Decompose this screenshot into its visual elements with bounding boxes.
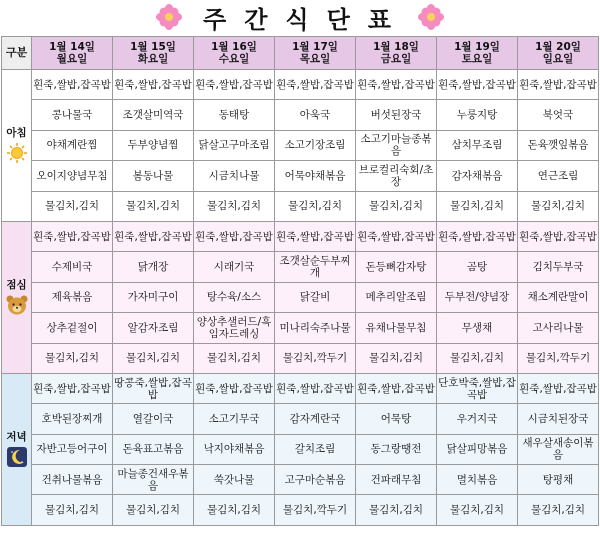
menu-cell: 물김치,김치 bbox=[356, 343, 437, 373]
menu-cell: 물김치,깍두기 bbox=[518, 343, 599, 373]
meal-label: 아침 bbox=[6, 126, 27, 139]
breakfast-label-cell bbox=[2, 70, 32, 222]
menu-cell: 흰죽,쌀밥,잡곡밥 bbox=[113, 221, 194, 251]
lunch-row bbox=[2, 282, 599, 312]
menu-cell: 조갯살순두부찌개 bbox=[275, 252, 356, 282]
menu-cell: 물김치,김치 bbox=[437, 495, 518, 525]
menu-cell: 오이지양념무침 bbox=[32, 161, 113, 191]
menu-cell: 흰죽,쌀밥,잡곡밥 bbox=[194, 70, 275, 100]
menu-cell: 소고기마늘종볶음 bbox=[356, 130, 437, 160]
menu-cell: 흰죽,쌀밥,잡곡밥 bbox=[518, 373, 599, 403]
menu-cell: 조갯살미역국 bbox=[113, 100, 194, 130]
menu-cell: 물김치,깍두기 bbox=[275, 495, 356, 525]
menu-cell: 물김치,김치 bbox=[356, 191, 437, 221]
breakfast-row bbox=[2, 191, 599, 221]
menu-cell: 쑥갓나물 bbox=[194, 465, 275, 495]
menu-cell: 누룽지탕 bbox=[437, 100, 518, 130]
breakfast-row bbox=[2, 100, 599, 130]
menu-cell: 제육볶음 bbox=[32, 282, 113, 312]
lunch-row bbox=[2, 343, 599, 373]
menu-cell: 소고기무국 bbox=[194, 404, 275, 434]
menu-cell: 브로컬리숙회/초장 bbox=[356, 161, 437, 191]
menu-table bbox=[1, 36, 599, 526]
day-header: 1월 20일 일요일 bbox=[518, 37, 599, 70]
day-header: 1월 14일 월요일 bbox=[32, 37, 113, 70]
menu-cell: 물김치,김치 bbox=[194, 495, 275, 525]
sun-icon bbox=[6, 142, 28, 164]
menu-cell: 새우살새송이볶음 bbox=[518, 434, 599, 464]
dinner-row bbox=[2, 434, 599, 464]
lunch-row bbox=[2, 221, 599, 251]
menu-cell: 흰죽,쌀밥,잡곡밥 bbox=[32, 70, 113, 100]
menu-cell: 갈치조림 bbox=[275, 434, 356, 464]
menu-cell: 물김치,김치 bbox=[356, 495, 437, 525]
menu-cell: 흰죽,쌀밥,잡곡밥 bbox=[275, 373, 356, 403]
menu-cell: 흰죽,쌀밥,잡곡밥 bbox=[518, 221, 599, 251]
menu-cell: 두부전/양념장 bbox=[437, 282, 518, 312]
moon-icon bbox=[6, 446, 28, 468]
menu-cell: 삼치무조림 bbox=[437, 130, 518, 160]
menu-cell: 물김치,김치 bbox=[32, 495, 113, 525]
menu-cell: 흰죽,쌀밥,잡곡밥 bbox=[356, 373, 437, 403]
menu-cell: 닭살피망볶음 bbox=[437, 434, 518, 464]
menu-cell: 돈등뼈감자탕 bbox=[356, 252, 437, 282]
menu-cell: 흰죽,쌀밥,잡곡밥 bbox=[194, 373, 275, 403]
menu-cell: 물김치,김치 bbox=[437, 191, 518, 221]
menu-cell: 봄동나물 bbox=[113, 161, 194, 191]
menu-cell: 야채계란찜 bbox=[32, 130, 113, 160]
dinner-label-cell bbox=[2, 373, 32, 525]
menu-cell: 시금치된장국 bbox=[518, 404, 599, 434]
menu-cell: 우거지국 bbox=[437, 404, 518, 434]
menu-cell: 가자미구이 bbox=[113, 282, 194, 312]
menu-cell: 고구마순볶음 bbox=[275, 465, 356, 495]
day-header: 1월 19일 토요일 bbox=[437, 37, 518, 70]
lunch-row bbox=[2, 313, 599, 343]
breakfast-row bbox=[2, 130, 599, 160]
menu-cell: 물김치,김치 bbox=[194, 343, 275, 373]
menu-cell: 아욱국 bbox=[275, 100, 356, 130]
menu-cell: 물김치,김치 bbox=[113, 495, 194, 525]
menu-cell: 물김치,김치 bbox=[194, 191, 275, 221]
menu-cell: 탕평채 bbox=[518, 465, 599, 495]
menu-cell: 흰죽,쌀밥,잡곡밥 bbox=[356, 70, 437, 100]
menu-cell: 흰죽,쌀밥,잡곡밥 bbox=[356, 221, 437, 251]
menu-cell: 돈육표고볶음 bbox=[113, 434, 194, 464]
menu-cell: 메추리알조림 bbox=[356, 282, 437, 312]
menu-cell: 무생채 bbox=[437, 313, 518, 343]
menu-cell: 동태탕 bbox=[194, 100, 275, 130]
menu-cell: 흰죽,쌀밥,잡곡밥 bbox=[113, 70, 194, 100]
menu-cell: 흰죽,쌀밥,잡곡밥 bbox=[275, 221, 356, 251]
menu-cell: 물김치,김치 bbox=[32, 191, 113, 221]
menu-cell: 어묵탕 bbox=[356, 404, 437, 434]
menu-cell: 흰죽,쌀밥,잡곡밥 bbox=[32, 221, 113, 251]
flower-icon bbox=[155, 3, 183, 31]
bear-icon bbox=[5, 294, 29, 316]
menu-cell: 감자계란국 bbox=[275, 404, 356, 434]
dinner-row bbox=[2, 465, 599, 495]
menu-cell: 감자채볶음 bbox=[437, 161, 518, 191]
menu-cell: 물김치,김치 bbox=[518, 191, 599, 221]
lunch-label-cell bbox=[2, 221, 32, 373]
menu-cell: 채소계란말이 bbox=[518, 282, 599, 312]
dinner-row bbox=[2, 404, 599, 434]
menu-cell: 고사리나물 bbox=[518, 313, 599, 343]
menu-cell: 흰죽,쌀밥,잡곡밥 bbox=[194, 221, 275, 251]
menu-cell: 건취나물볶음 bbox=[32, 465, 113, 495]
menu-cell: 흰죽,쌀밥,잡곡밥 bbox=[437, 70, 518, 100]
title-row bbox=[0, 0, 600, 34]
menu-cell: 알감자조림 bbox=[113, 313, 194, 343]
menu-cell: 단호박죽,쌀밥,잡곡밥 bbox=[437, 373, 518, 403]
dinner-row bbox=[2, 373, 599, 403]
menu-cell: 멸치볶음 bbox=[437, 465, 518, 495]
menu-cell: 흰죽,쌀밥,잡곡밥 bbox=[32, 373, 113, 403]
meal-label: 점심 bbox=[6, 278, 27, 291]
menu-cell: 시래기국 bbox=[194, 252, 275, 282]
meal-label: 저녁 bbox=[6, 430, 27, 443]
breakfast-row bbox=[2, 70, 599, 100]
day-header: 1월 16일 수요일 bbox=[194, 37, 275, 70]
menu-cell: 시금치나물 bbox=[194, 161, 275, 191]
menu-cell: 자반고등어구이 bbox=[32, 434, 113, 464]
menu-cell: 물김치,김치 bbox=[113, 191, 194, 221]
header-label: 구분 bbox=[2, 37, 32, 70]
menu-cell: 닭살고구마조림 bbox=[194, 130, 275, 160]
menu-cell: 물김치,김치 bbox=[518, 495, 599, 525]
menu-cell: 물김치,김치 bbox=[437, 343, 518, 373]
menu-cell: 물김치,깍두기 bbox=[275, 343, 356, 373]
menu-cell: 미나리숙주나물 bbox=[275, 313, 356, 343]
menu-cell: 탕수육/소스 bbox=[194, 282, 275, 312]
page-title: 주간식단표 bbox=[203, 5, 409, 34]
menu-cell: 상추겉절이 bbox=[32, 313, 113, 343]
menu-cell: 소고기장조림 bbox=[275, 130, 356, 160]
menu-cell: 수제비국 bbox=[32, 252, 113, 282]
menu-cell: 물김치,김치 bbox=[113, 343, 194, 373]
dinner-row bbox=[2, 495, 599, 525]
menu-cell: 닭개장 bbox=[113, 252, 194, 282]
menu-cell: 흰죽,쌀밥,잡곡밥 bbox=[437, 221, 518, 251]
menu-cell: 김치두부국 bbox=[518, 252, 599, 282]
header-row bbox=[2, 37, 599, 70]
menu-cell: 동그랑땡전 bbox=[356, 434, 437, 464]
menu-cell: 버섯된장국 bbox=[356, 100, 437, 130]
lunch-row bbox=[2, 252, 599, 282]
menu-cell: 땅콩죽,쌀밥,잡곡밥 bbox=[113, 373, 194, 403]
menu-cell: 호박된장찌개 bbox=[32, 404, 113, 434]
day-header: 1월 17일 목요일 bbox=[275, 37, 356, 70]
menu-cell: 흰죽,쌀밥,잡곡밥 bbox=[275, 70, 356, 100]
menu-cell: 물김치,김치 bbox=[275, 191, 356, 221]
menu-cell: 물김치,김치 bbox=[32, 343, 113, 373]
menu-cell: 닭갈비 bbox=[275, 282, 356, 312]
flower-icon bbox=[417, 3, 445, 31]
menu-cell: 마늘종건새우볶음 bbox=[113, 465, 194, 495]
menu-cell: 북엇국 bbox=[518, 100, 599, 130]
day-header: 1월 15일 화요일 bbox=[113, 37, 194, 70]
menu-cell: 흰죽,쌀밥,잡곡밥 bbox=[518, 70, 599, 100]
menu-cell: 연근조림 bbox=[518, 161, 599, 191]
menu-cell: 콩나물국 bbox=[32, 100, 113, 130]
menu-cell: 두부양념찜 bbox=[113, 130, 194, 160]
menu-cell: 낙지야채볶음 bbox=[194, 434, 275, 464]
menu-cell: 곰탕 bbox=[437, 252, 518, 282]
menu-cell: 돈육깻잎볶음 bbox=[518, 130, 599, 160]
menu-cell: 양상추샐러드/흑임자드레싱 bbox=[194, 313, 275, 343]
breakfast-row bbox=[2, 161, 599, 191]
day-header: 1월 18일 금요일 bbox=[356, 37, 437, 70]
menu-cell: 어묵야채볶음 bbox=[275, 161, 356, 191]
menu-cell: 건파래무침 bbox=[356, 465, 437, 495]
menu-cell: 유채나물무침 bbox=[356, 313, 437, 343]
menu-cell: 열갈이국 bbox=[113, 404, 194, 434]
